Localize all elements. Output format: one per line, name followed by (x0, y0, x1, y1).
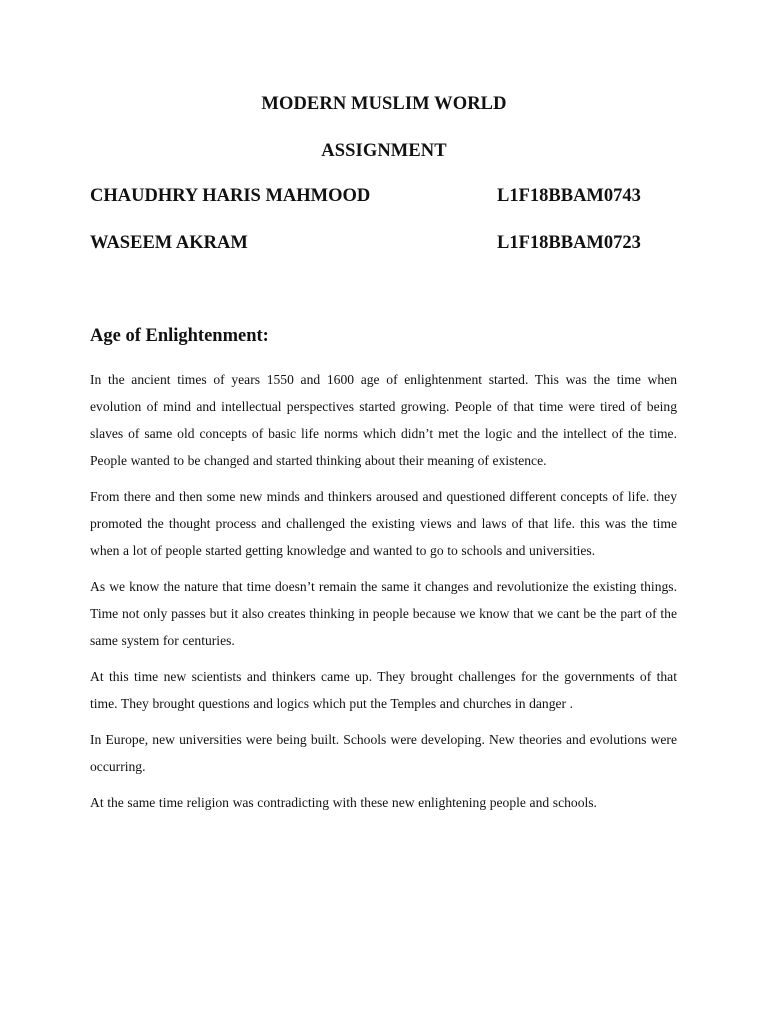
document-title: MODERN MUSLIM WORLD (261, 94, 507, 114)
student-row (90, 186, 690, 212)
paragraph: At the same time religion was contradicting with these new enlightening people and schools. (90, 795, 597, 810)
paragraph: As we know the nature that time doesn’t remain the same it changes and revolutionize the existing things. Time not only passes but it also creates thinking in people because we know that we cant be the part of the same system for centuries. (90, 579, 677, 648)
student-roll-number: L1F18BBAM0743 (497, 186, 641, 206)
paragraph: At this time new scientists and thinkers came up. They brought challenges for the governments of that time. They brought questions and logics which put the Temples and churches in danger . (90, 669, 677, 711)
student-name: WASEEM AKRAM (90, 233, 248, 253)
student-roll-number: L1F18BBAM0723 (497, 233, 641, 253)
body-text (90, 366, 677, 825)
paragraph: In Europe, new universities were being built. Schools were developing. New theories and evolutions were occurring. (90, 732, 677, 774)
paragraph: From there and then some new minds and thinkers aroused and questioned different concepts of life. they promoted the thought process and challenged the existing views and laws of that life. this was the time when a lot of people started getting knowledge and wanted to go to schools and universities. (90, 489, 677, 558)
student-row (90, 233, 690, 259)
paragraph: In the ancient times of years 1550 and 1600 age of enlightenment started. This was the time when evolution of mind and intellectual perspectives started growing. People of that time were tired of being slaves of same old concepts of basic life norms which didn’t met the logic and the intellect of the time. People wanted to be changed and started thinking about their meaning of existence. (90, 372, 677, 468)
document-subtitle: ASSIGNMENT (321, 141, 447, 161)
student-name: CHAUDHRY HARIS MAHMOOD (90, 186, 371, 206)
section-heading: Age of Enlightenment: (90, 326, 269, 346)
